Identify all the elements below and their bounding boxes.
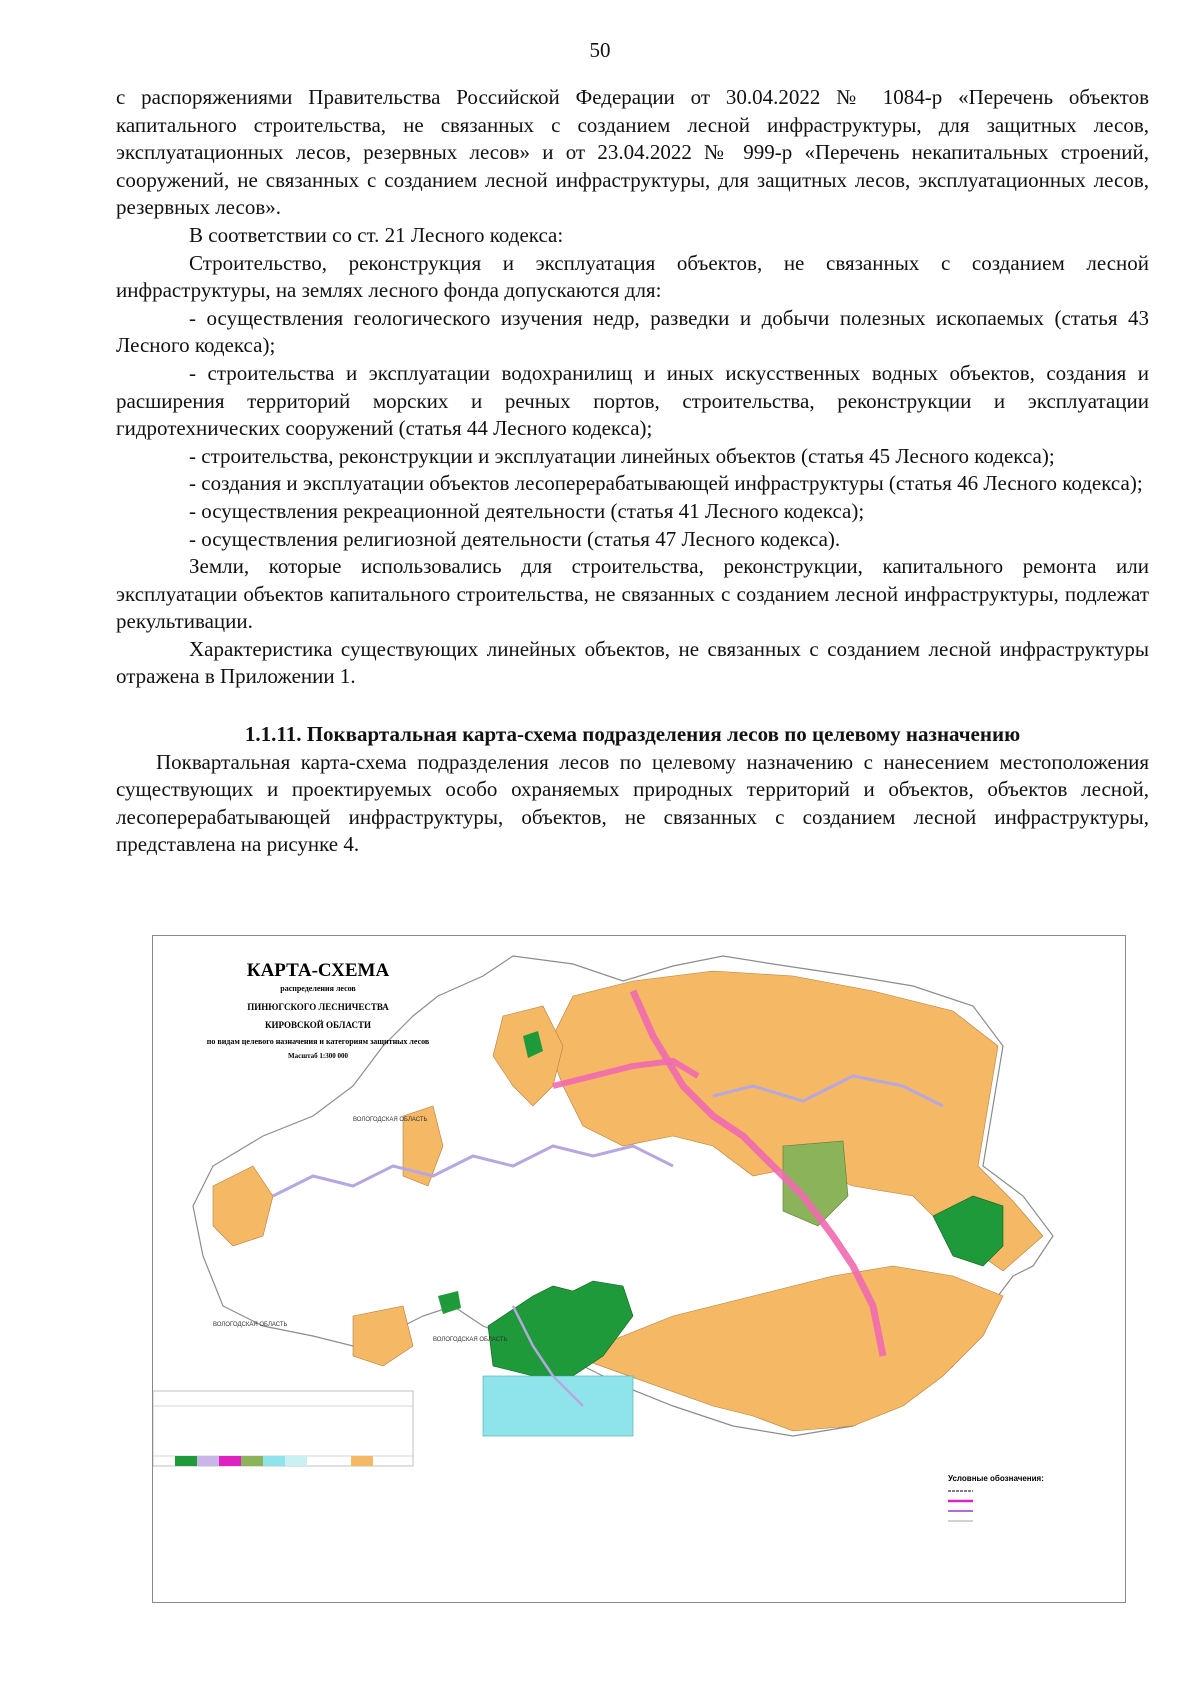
legend-swatch [285, 1456, 307, 1466]
legend-swatch [219, 1456, 241, 1466]
paragraph: с распоряжениями Правительства Российской Федерации от 30.04.2022 № 1084-р «Перечень объектов капитального строительства, не связанных с созданием лесной инфраструктуры, для защитных лесов, эксплуатационных лесов, резервных лесов» и от 23.04.2022 № 999-р «Перечень некапитальных строений, сооружений, не связанных с созданием лесной инфраструктуры, для защитных лесов, эксплуатационных лесов, резервных лесов». [116, 85, 1149, 220]
paragraph: Строительство, реконструкция и эксплуатация объектов, не связанных с созданием лесной инфраструктуры, на землях лесного фонда допускаются для: [116, 250, 1149, 303]
reserve-forest-area [483, 1376, 633, 1436]
paragraph: Поквартальная карта-схема подразделения лесов по целевому назначению с нанесением местоположения существующих и проектируемых особо охраняемых природных территорий и объектов, объектов лесной, лесоперерабатывающей инфраструктуры, объектов, не связанных с созданием лесной инфраструктуры, представлена на рисунке 4. [116, 749, 1149, 857]
legend-swatch [175, 1456, 197, 1466]
forest-area-south-west [353, 1306, 413, 1366]
map-title: КАРТА-СХЕМА [246, 960, 390, 981]
list-item: - осуществления рекреационной деятельности (статья 41 Лесного кодекса); [189, 498, 865, 523]
body-text [116, 84, 1149, 859]
paragraph: Характеристика существующих линейных объектов, не связанных с созданием лесной инфраструктуры отражена в Приложении 1. [116, 636, 1149, 689]
legend-table [153, 1391, 413, 1466]
list-item: - строительства и эксплуатации водохранилищ и иных искусственных водных объектов, создания и расширения территорий морских и речных портов, строительства, реконструкции и эксплуатации гидротехнических сооружений (статья 44 Лесного кодекса); [116, 360, 1149, 441]
paragraph: Земли, которые использовались для строительства, реконструкции, капитального ремонта или эксплуатации объектов капитального строительства, не связанных с созданием лесной инфраструктуры, подлежат рекультивации. [116, 554, 1149, 634]
list-item: - строительства, реконструкции и эксплуатации линейных объектов (статья 45 Лесного кодекса); [189, 443, 1055, 468]
map-subtitle: КИРОВСКОЙ ОБЛАСТИ [264, 1020, 372, 1030]
legend-swatch [351, 1456, 373, 1466]
map-subtitle: распределения лесов [280, 984, 356, 993]
legend-swatch [241, 1456, 263, 1466]
legend-swatch [263, 1456, 285, 1466]
map-subtitle: по видам целевого назначения и категориям защитных лесов [206, 1037, 430, 1046]
region-label: ВОЛОГОДСКАЯ ОБЛАСТЬ [353, 1117, 428, 1123]
map-drawing [153, 936, 1125, 1602]
paragraph: В соответствии со ст. 21 Лесного кодекса: [189, 222, 564, 247]
legend-title: Условные обозначения: [948, 1474, 1044, 1483]
region-label: ВОЛОГОДСКАЯ ОБЛАСТЬ [213, 1322, 288, 1328]
section-heading: 1.1.11. Поквартальная карта-схема подразделения лесов по целевому назначению [244, 722, 1021, 747]
page-number: 50 [589, 38, 611, 62]
forest-map-figure [152, 935, 1126, 1603]
list-item: - осуществления геологического изучения недр, разведки и добычи полезных ископаемых (статья 43 Лесного кодекса); [116, 305, 1149, 358]
legend-swatch [197, 1456, 219, 1466]
list-item: - создания и эксплуатации объектов лесоперерабатывающей инфраструктуры (статья 46 Лесного кодекса); [189, 471, 1143, 496]
region-label: ВОЛОГОДСКАЯ ОБЛАСТЬ [433, 1337, 508, 1343]
map-scale: Масштаб 1:300 000 [288, 1052, 348, 1060]
list-item: - осуществления религиозной деятельности (статья 47 Лесного кодекса). [189, 526, 841, 551]
map-subtitle: ПИНЮГСКОГО ЛЕСНИЧЕСТВА [247, 1002, 389, 1012]
